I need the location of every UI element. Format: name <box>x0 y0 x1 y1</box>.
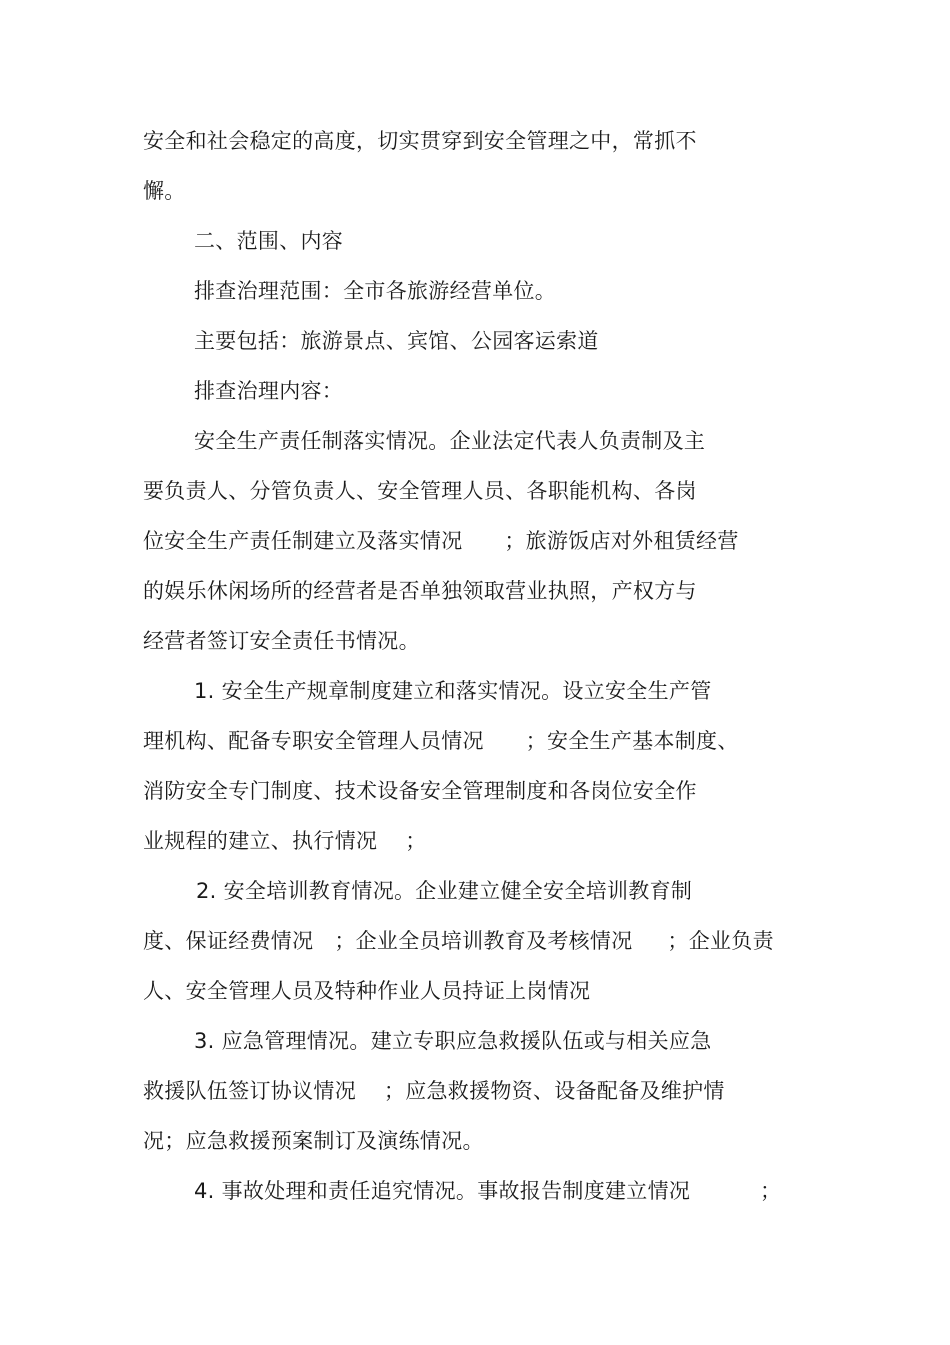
section-heading: 二、范围、内容 <box>194 229 344 253</box>
text-line: 消防安全专门制度、技术设备安全管理制度和各岗位安全作 <box>143 779 697 803</box>
text-line: 要负责人、分管负责人、安全管理人员、各职能机构、各岗 <box>143 479 697 503</box>
text-line: 经营者签订安全责任书情况。 <box>143 629 420 653</box>
numbered-item: 1. 安全生产规章制度建立和落实情况。设立安全生产管 <box>194 679 712 703</box>
text-line: 懈。 <box>143 179 186 203</box>
text-line: 排查治理内容： <box>194 379 344 403</box>
text-line: 主要包括：旅游景点、宾馆、公园客运索道 <box>194 329 599 353</box>
numbered-item: 2. 安全培训教育情况。企业建立健全安全培训教育制 <box>196 879 693 903</box>
text-line: 理机构、配备专职安全管理人员情况 ；安全生产基本制度、 <box>143 729 739 753</box>
text-line: 救援队伍签订协议情况 ；应急救援物资、设备配备及维护情 <box>143 1079 725 1103</box>
text-line: 业规程的建立、执行情况 ； <box>143 829 427 853</box>
numbered-item: 3. 应急管理情况。建立专职应急救援队伍或与相关应急 <box>194 1029 712 1053</box>
text-line: 排查治理范围：全市各旅游经营单位。 <box>194 279 557 303</box>
text-line: 安全生产责任制落实情况。企业法定代表人负责制及主 <box>194 429 706 453</box>
text-line: 安全和社会稳定的高度，切实贯穿到安全管理之中，常抓不 <box>143 129 697 153</box>
numbered-item: 4. 事故处理和责任追究情况。事故报告制度建立情况 ； <box>194 1179 782 1203</box>
text-line: 的娱乐休闲场所的经营者是否单独领取营业执照，产权方与 <box>143 579 697 603</box>
text-line: 况；应急救援预案制订及演练情况。 <box>143 1129 484 1153</box>
text-line: 人、安全管理人员及特种作业人员持证上岗情况 <box>143 979 591 1003</box>
text-line: 度、保证经费情况 ；企业全员培训教育及考核情况 ；企业负责 <box>143 929 774 953</box>
text-line: 位安全生产责任制建立及落实情况 ；旅游饭店对外租赁经营 <box>143 529 739 553</box>
